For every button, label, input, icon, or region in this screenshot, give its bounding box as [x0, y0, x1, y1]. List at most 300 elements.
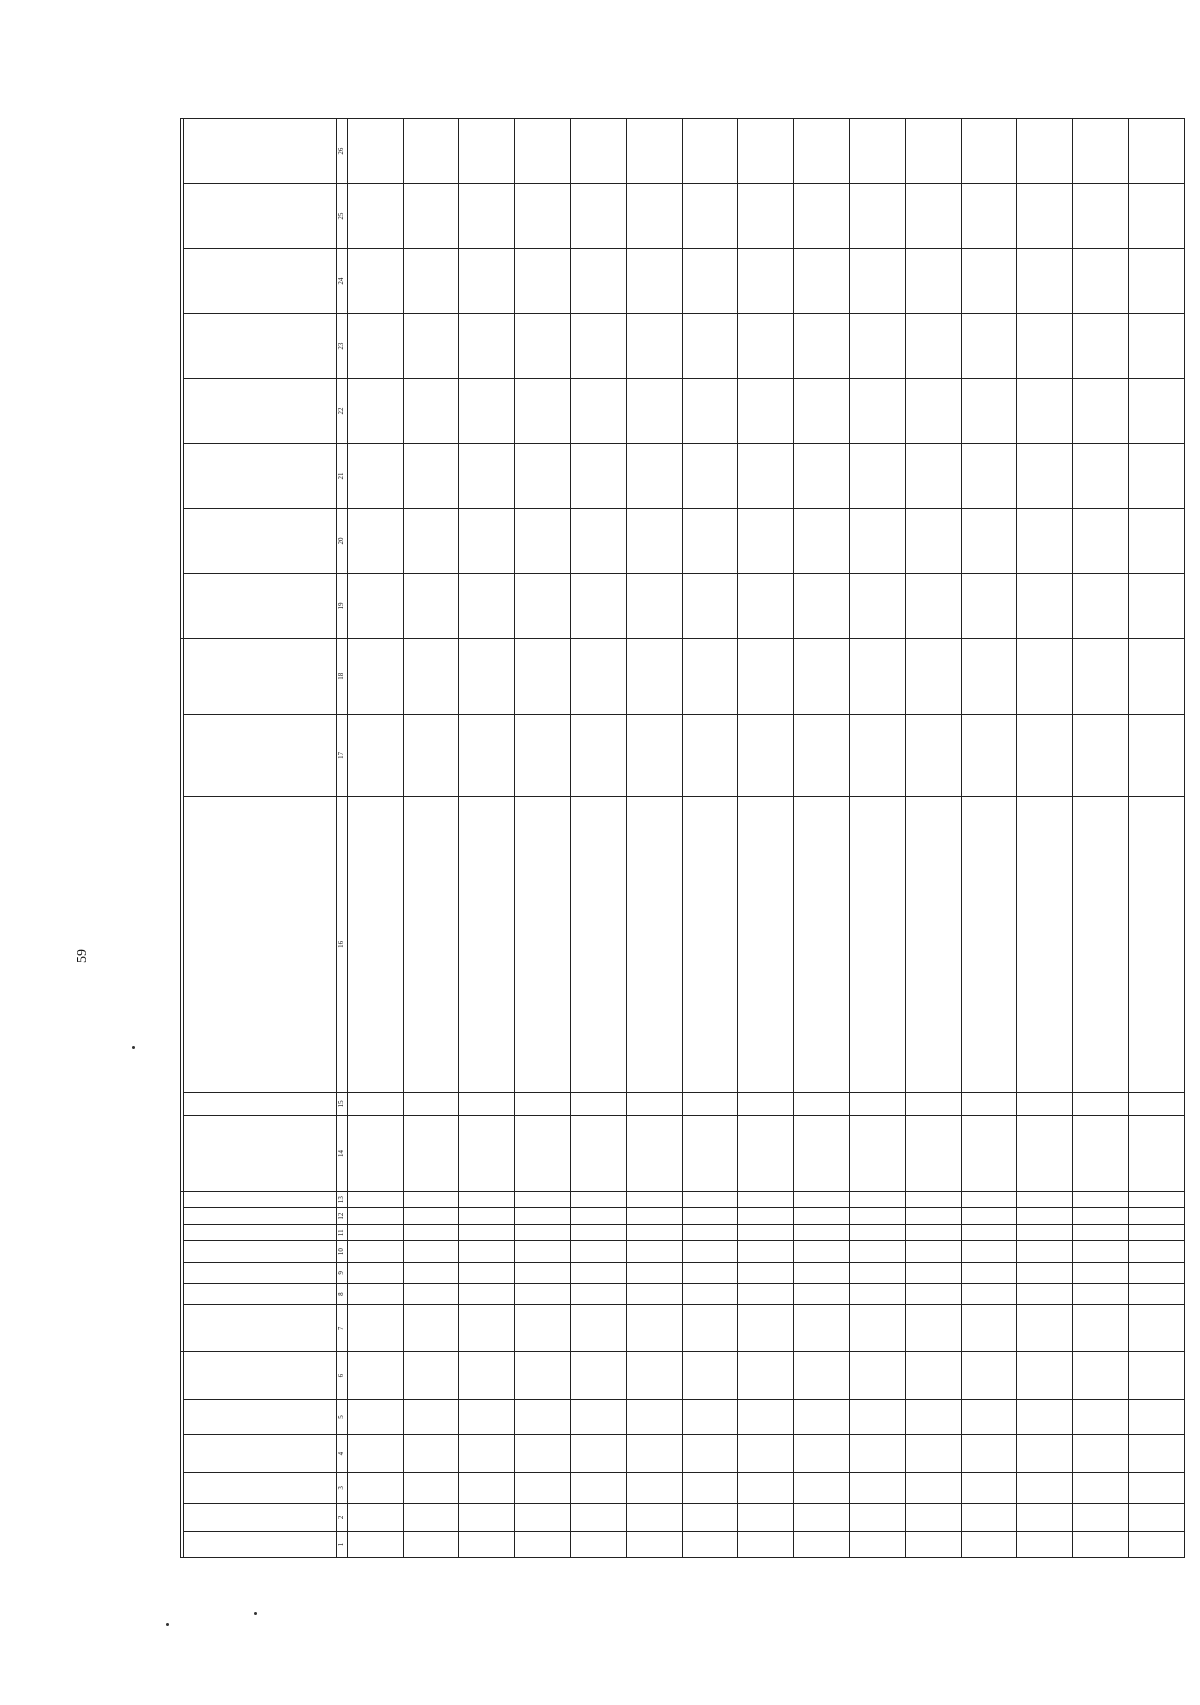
column-header [184, 184, 337, 249]
table-cell [905, 314, 961, 379]
table-cell [1017, 1435, 1073, 1473]
table-cell [961, 1503, 1017, 1531]
column-header [184, 573, 337, 638]
table-cell [459, 314, 515, 379]
table-cell [459, 509, 515, 574]
table-cell [403, 1305, 459, 1352]
table-cell [570, 1352, 626, 1399]
table-cell [850, 1352, 906, 1399]
table-cell [738, 638, 794, 714]
table-row [794, 119, 850, 1558]
table-cell [961, 1532, 1017, 1558]
table-cell [459, 1503, 515, 1531]
header-number-row [337, 119, 348, 1558]
table-row [682, 119, 738, 1558]
table-cell [626, 119, 682, 184]
table-cell [794, 1352, 850, 1399]
table-cell [515, 509, 571, 574]
table-cell [347, 1241, 403, 1262]
table-cell [626, 249, 682, 314]
table-cell [1073, 444, 1129, 509]
table-cell [1073, 1399, 1129, 1434]
table-cell [738, 1262, 794, 1283]
table-cell [626, 379, 682, 444]
table-cell [961, 1092, 1017, 1116]
table-cell [515, 1435, 571, 1473]
table-cell [1017, 1191, 1073, 1208]
table-cell [459, 1532, 515, 1558]
table-cell [515, 1352, 571, 1399]
column-number: 21 [337, 444, 348, 509]
table-cell [1073, 1224, 1129, 1241]
table-cell [1073, 119, 1129, 184]
table-cell [1129, 1435, 1185, 1473]
table-cell [515, 379, 571, 444]
table-cell [347, 1305, 403, 1352]
table-cell [626, 314, 682, 379]
table-cell [626, 444, 682, 509]
table-cell [1129, 1352, 1185, 1399]
column-number: 14 [337, 1116, 348, 1192]
table-cell [682, 714, 738, 797]
table-cell [347, 119, 403, 184]
table-cell [626, 1472, 682, 1503]
table-cell [961, 184, 1017, 249]
column-number: 13 [337, 1191, 348, 1208]
table-cell [570, 314, 626, 379]
table-cell [682, 1241, 738, 1262]
column-number: 4 [337, 1435, 348, 1473]
table-cell [682, 444, 738, 509]
table-row [1129, 119, 1185, 1558]
table-cell [626, 638, 682, 714]
column-header [184, 379, 337, 444]
table-cell [850, 573, 906, 638]
table-cell [347, 1435, 403, 1473]
table-cell [347, 509, 403, 574]
table-cell [515, 1092, 571, 1116]
table-cell [850, 249, 906, 314]
table-cell [459, 797, 515, 1092]
table-cell [1129, 1262, 1185, 1283]
table-cell [515, 314, 571, 379]
table-cell [1073, 509, 1129, 574]
table-cell [905, 1191, 961, 1208]
table-cell [738, 1224, 794, 1241]
table-cell [459, 119, 515, 184]
scan-speck [132, 1046, 135, 1049]
table-cell [626, 1352, 682, 1399]
column-number: 5 [337, 1399, 348, 1434]
table-row [515, 119, 571, 1558]
column-header [184, 797, 337, 1092]
table-cell [905, 1283, 961, 1304]
table-cell [850, 1472, 906, 1503]
table-cell [1017, 184, 1073, 249]
table-cell [794, 1283, 850, 1304]
table-cell [850, 314, 906, 379]
table-cell [347, 1208, 403, 1225]
table-cell [626, 1191, 682, 1208]
table-cell [738, 1399, 794, 1434]
column-number: 10 [337, 1241, 348, 1262]
table-cell [570, 1532, 626, 1558]
table-cell [850, 1305, 906, 1352]
table-cell [1017, 1503, 1073, 1531]
table-cell [682, 1503, 738, 1531]
table-row [961, 119, 1017, 1558]
table-cell [794, 1472, 850, 1503]
table-cell [905, 1116, 961, 1192]
table-cell [570, 797, 626, 1092]
table-cell [347, 1283, 403, 1304]
table-cell [347, 714, 403, 797]
report-table [180, 118, 1185, 1558]
table-cell [459, 714, 515, 797]
table-cell [905, 1532, 961, 1558]
table-row [738, 119, 794, 1558]
table-cell [682, 1435, 738, 1473]
table-cell [961, 1191, 1017, 1208]
table-cell [570, 573, 626, 638]
table-cell [626, 1435, 682, 1473]
table-cell [682, 184, 738, 249]
table-cell [570, 1191, 626, 1208]
table-cell [1129, 119, 1185, 184]
table-cell [961, 1435, 1017, 1473]
table-cell [794, 1305, 850, 1352]
table-cell [570, 638, 626, 714]
table-row [570, 119, 626, 1558]
table-cell [570, 1503, 626, 1531]
table-cell [1129, 1208, 1185, 1225]
table-cell [515, 797, 571, 1092]
table-row [1017, 119, 1073, 1558]
table-cell [794, 1241, 850, 1262]
table-cell [626, 1241, 682, 1262]
table-cell [1017, 509, 1073, 574]
table-cell [961, 314, 1017, 379]
table-cell [403, 1435, 459, 1473]
table-cell [794, 249, 850, 314]
table-cell [1017, 379, 1073, 444]
column-header [184, 249, 337, 314]
table-cell [570, 1305, 626, 1352]
table-cell [738, 1191, 794, 1208]
table-cell [626, 509, 682, 574]
table-cell [738, 509, 794, 574]
table-cell [738, 714, 794, 797]
table-cell [961, 1241, 1017, 1262]
table-cell [626, 1208, 682, 1225]
table-cell [1073, 1305, 1129, 1352]
table-cell [850, 1503, 906, 1531]
table-cell [403, 1241, 459, 1262]
table-cell [515, 1503, 571, 1531]
table-cell [850, 1191, 906, 1208]
table-cell [626, 1503, 682, 1531]
table-cell [794, 1532, 850, 1558]
table-cell [570, 1472, 626, 1503]
table-cell [682, 1116, 738, 1192]
table-cell [1129, 249, 1185, 314]
table-cell [1073, 1435, 1129, 1473]
table-cell [570, 1116, 626, 1192]
table-cell [1073, 1262, 1129, 1283]
table-cell [403, 573, 459, 638]
table-cell [961, 1399, 1017, 1434]
table-cell [626, 1116, 682, 1192]
table-cell [1017, 1532, 1073, 1558]
table-cell [403, 1262, 459, 1283]
table-cell [403, 1283, 459, 1304]
table-cell [794, 379, 850, 444]
table-cell [347, 1224, 403, 1241]
table-cell [850, 797, 906, 1092]
table-cell [570, 1283, 626, 1304]
table-cell [459, 638, 515, 714]
table-cell [850, 1092, 906, 1116]
table-cell [626, 1305, 682, 1352]
table-cell [1073, 184, 1129, 249]
table-cell [347, 1191, 403, 1208]
table-cell [403, 1399, 459, 1434]
table-cell [570, 509, 626, 574]
table-cell [794, 1208, 850, 1225]
table-cell [459, 1241, 515, 1262]
table-cell [626, 184, 682, 249]
table-cell [1017, 1116, 1073, 1192]
column-header [184, 1283, 337, 1304]
table-cell [347, 1116, 403, 1192]
column-number: 24 [337, 249, 348, 314]
table-cell [682, 1532, 738, 1558]
table-cell [515, 1208, 571, 1225]
table-cell [961, 714, 1017, 797]
column-header [184, 1503, 337, 1531]
table-cell [682, 1208, 738, 1225]
column-number: 2 [337, 1503, 348, 1531]
column-header [184, 1241, 337, 1262]
column-number: 3 [337, 1472, 348, 1503]
table-row [459, 119, 515, 1558]
table-cell [961, 1224, 1017, 1241]
table-cell [403, 1191, 459, 1208]
table-cell [347, 1092, 403, 1116]
table-cell [403, 119, 459, 184]
column-number: 8 [337, 1283, 348, 1304]
table-cell [515, 1472, 571, 1503]
table-cell [850, 1224, 906, 1241]
table-cell [459, 249, 515, 314]
table-row [626, 119, 682, 1558]
table-cell [682, 509, 738, 574]
report-table-frame [180, 118, 1185, 1558]
table-cell [347, 1532, 403, 1558]
table-cell [1129, 1092, 1185, 1116]
table-cell [347, 184, 403, 249]
table-cell [570, 379, 626, 444]
table-cell [961, 1472, 1017, 1503]
table-cell [515, 1399, 571, 1434]
table-cell [1073, 249, 1129, 314]
table-cell [403, 184, 459, 249]
table-cell [1129, 638, 1185, 714]
table-cell [850, 184, 906, 249]
table-cell [1129, 1399, 1185, 1434]
column-number: 19 [337, 573, 348, 638]
table-cell [1017, 1092, 1073, 1116]
column-header [184, 444, 337, 509]
table-cell [794, 1435, 850, 1473]
table-cell [1073, 1352, 1129, 1399]
column-header [184, 1191, 337, 1208]
table-cell [515, 1532, 571, 1558]
table-cell [905, 1305, 961, 1352]
table-cell [738, 1503, 794, 1531]
table-cell [850, 444, 906, 509]
table-cell [738, 1435, 794, 1473]
table-cell [1073, 1191, 1129, 1208]
table-cell [626, 1092, 682, 1116]
table-cell [515, 119, 571, 184]
table-cell [515, 1283, 571, 1304]
table-row [905, 119, 961, 1558]
table-cell [738, 184, 794, 249]
table-cell [738, 249, 794, 314]
table-cell [905, 1472, 961, 1503]
table-cell [459, 184, 515, 249]
table-cell [1073, 573, 1129, 638]
table-cell [459, 1092, 515, 1116]
table-cell [850, 1262, 906, 1283]
column-number: 1 [337, 1532, 348, 1558]
table-cell [682, 119, 738, 184]
table-cell [961, 1116, 1017, 1192]
table-cell [682, 379, 738, 444]
table-cell [1073, 638, 1129, 714]
table-cell [570, 714, 626, 797]
table-cell [738, 119, 794, 184]
column-number: 22 [337, 379, 348, 444]
table-cell [515, 1262, 571, 1283]
table-cell [403, 1208, 459, 1225]
table-cell [626, 797, 682, 1092]
table-cell [1073, 314, 1129, 379]
table-cell [403, 1116, 459, 1192]
table-cell [403, 1352, 459, 1399]
column-header [184, 638, 337, 714]
table-cell [515, 1191, 571, 1208]
table-cell [1017, 1208, 1073, 1225]
table-cell [1129, 1283, 1185, 1304]
table-cell [626, 1224, 682, 1241]
table-cell [347, 1262, 403, 1283]
table-cell [1129, 1532, 1185, 1558]
table-cell [682, 1262, 738, 1283]
table-cell [1129, 444, 1185, 509]
table-cell [1129, 1241, 1185, 1262]
column-header [184, 1352, 337, 1399]
table-cell [515, 714, 571, 797]
header-label-row [184, 119, 337, 1558]
column-number: 9 [337, 1262, 348, 1283]
table-cell [570, 1262, 626, 1283]
column-header [184, 1305, 337, 1352]
table-cell [682, 249, 738, 314]
table-cell [570, 119, 626, 184]
table-cell [738, 1208, 794, 1225]
table-cell [682, 797, 738, 1092]
table-cell [1129, 1503, 1185, 1531]
table-row [347, 119, 403, 1558]
table-cell [682, 1191, 738, 1208]
table-cell [1017, 1472, 1073, 1503]
table-cell [905, 1208, 961, 1225]
table-cell [626, 573, 682, 638]
table-cell [403, 379, 459, 444]
table-cell [626, 1399, 682, 1434]
column-header [184, 119, 337, 184]
table-row [850, 119, 906, 1558]
table-cell [515, 249, 571, 314]
table-cell [850, 1116, 906, 1192]
table-cell [515, 1305, 571, 1352]
table-cell [403, 249, 459, 314]
table-cell [850, 379, 906, 444]
table-cell [459, 1283, 515, 1304]
table-cell [961, 379, 1017, 444]
table-cell [738, 797, 794, 1092]
table-cell [961, 119, 1017, 184]
column-header [184, 714, 337, 797]
table-cell [570, 1435, 626, 1473]
table-cell [682, 1224, 738, 1241]
column-number: 7 [337, 1305, 348, 1352]
table-cell [347, 1472, 403, 1503]
table-cell [347, 797, 403, 1092]
table-row [1073, 119, 1129, 1558]
table-cell [1129, 573, 1185, 638]
table-cell [403, 1472, 459, 1503]
table-cell [347, 444, 403, 509]
table-cell [1017, 1305, 1073, 1352]
table-cell [850, 1532, 906, 1558]
table-cell [682, 1283, 738, 1304]
table-cell [1129, 1224, 1185, 1241]
table-cell [570, 1208, 626, 1225]
table-cell [1073, 1241, 1129, 1262]
table-cell [1129, 1305, 1185, 1352]
table-cell [403, 509, 459, 574]
table-cell [905, 119, 961, 184]
table-cell [961, 1208, 1017, 1225]
table-cell [570, 1092, 626, 1116]
table-cell [850, 1435, 906, 1473]
table-cell [794, 314, 850, 379]
table-cell [1017, 314, 1073, 379]
table-cell [682, 638, 738, 714]
table-cell [570, 444, 626, 509]
table-cell [850, 1208, 906, 1225]
table-cell [738, 1305, 794, 1352]
table-cell [403, 1532, 459, 1558]
table-cell [961, 1262, 1017, 1283]
table-cell [961, 573, 1017, 638]
table-cell [1073, 797, 1129, 1092]
column-number: 17 [337, 714, 348, 797]
table-cell [794, 1503, 850, 1531]
